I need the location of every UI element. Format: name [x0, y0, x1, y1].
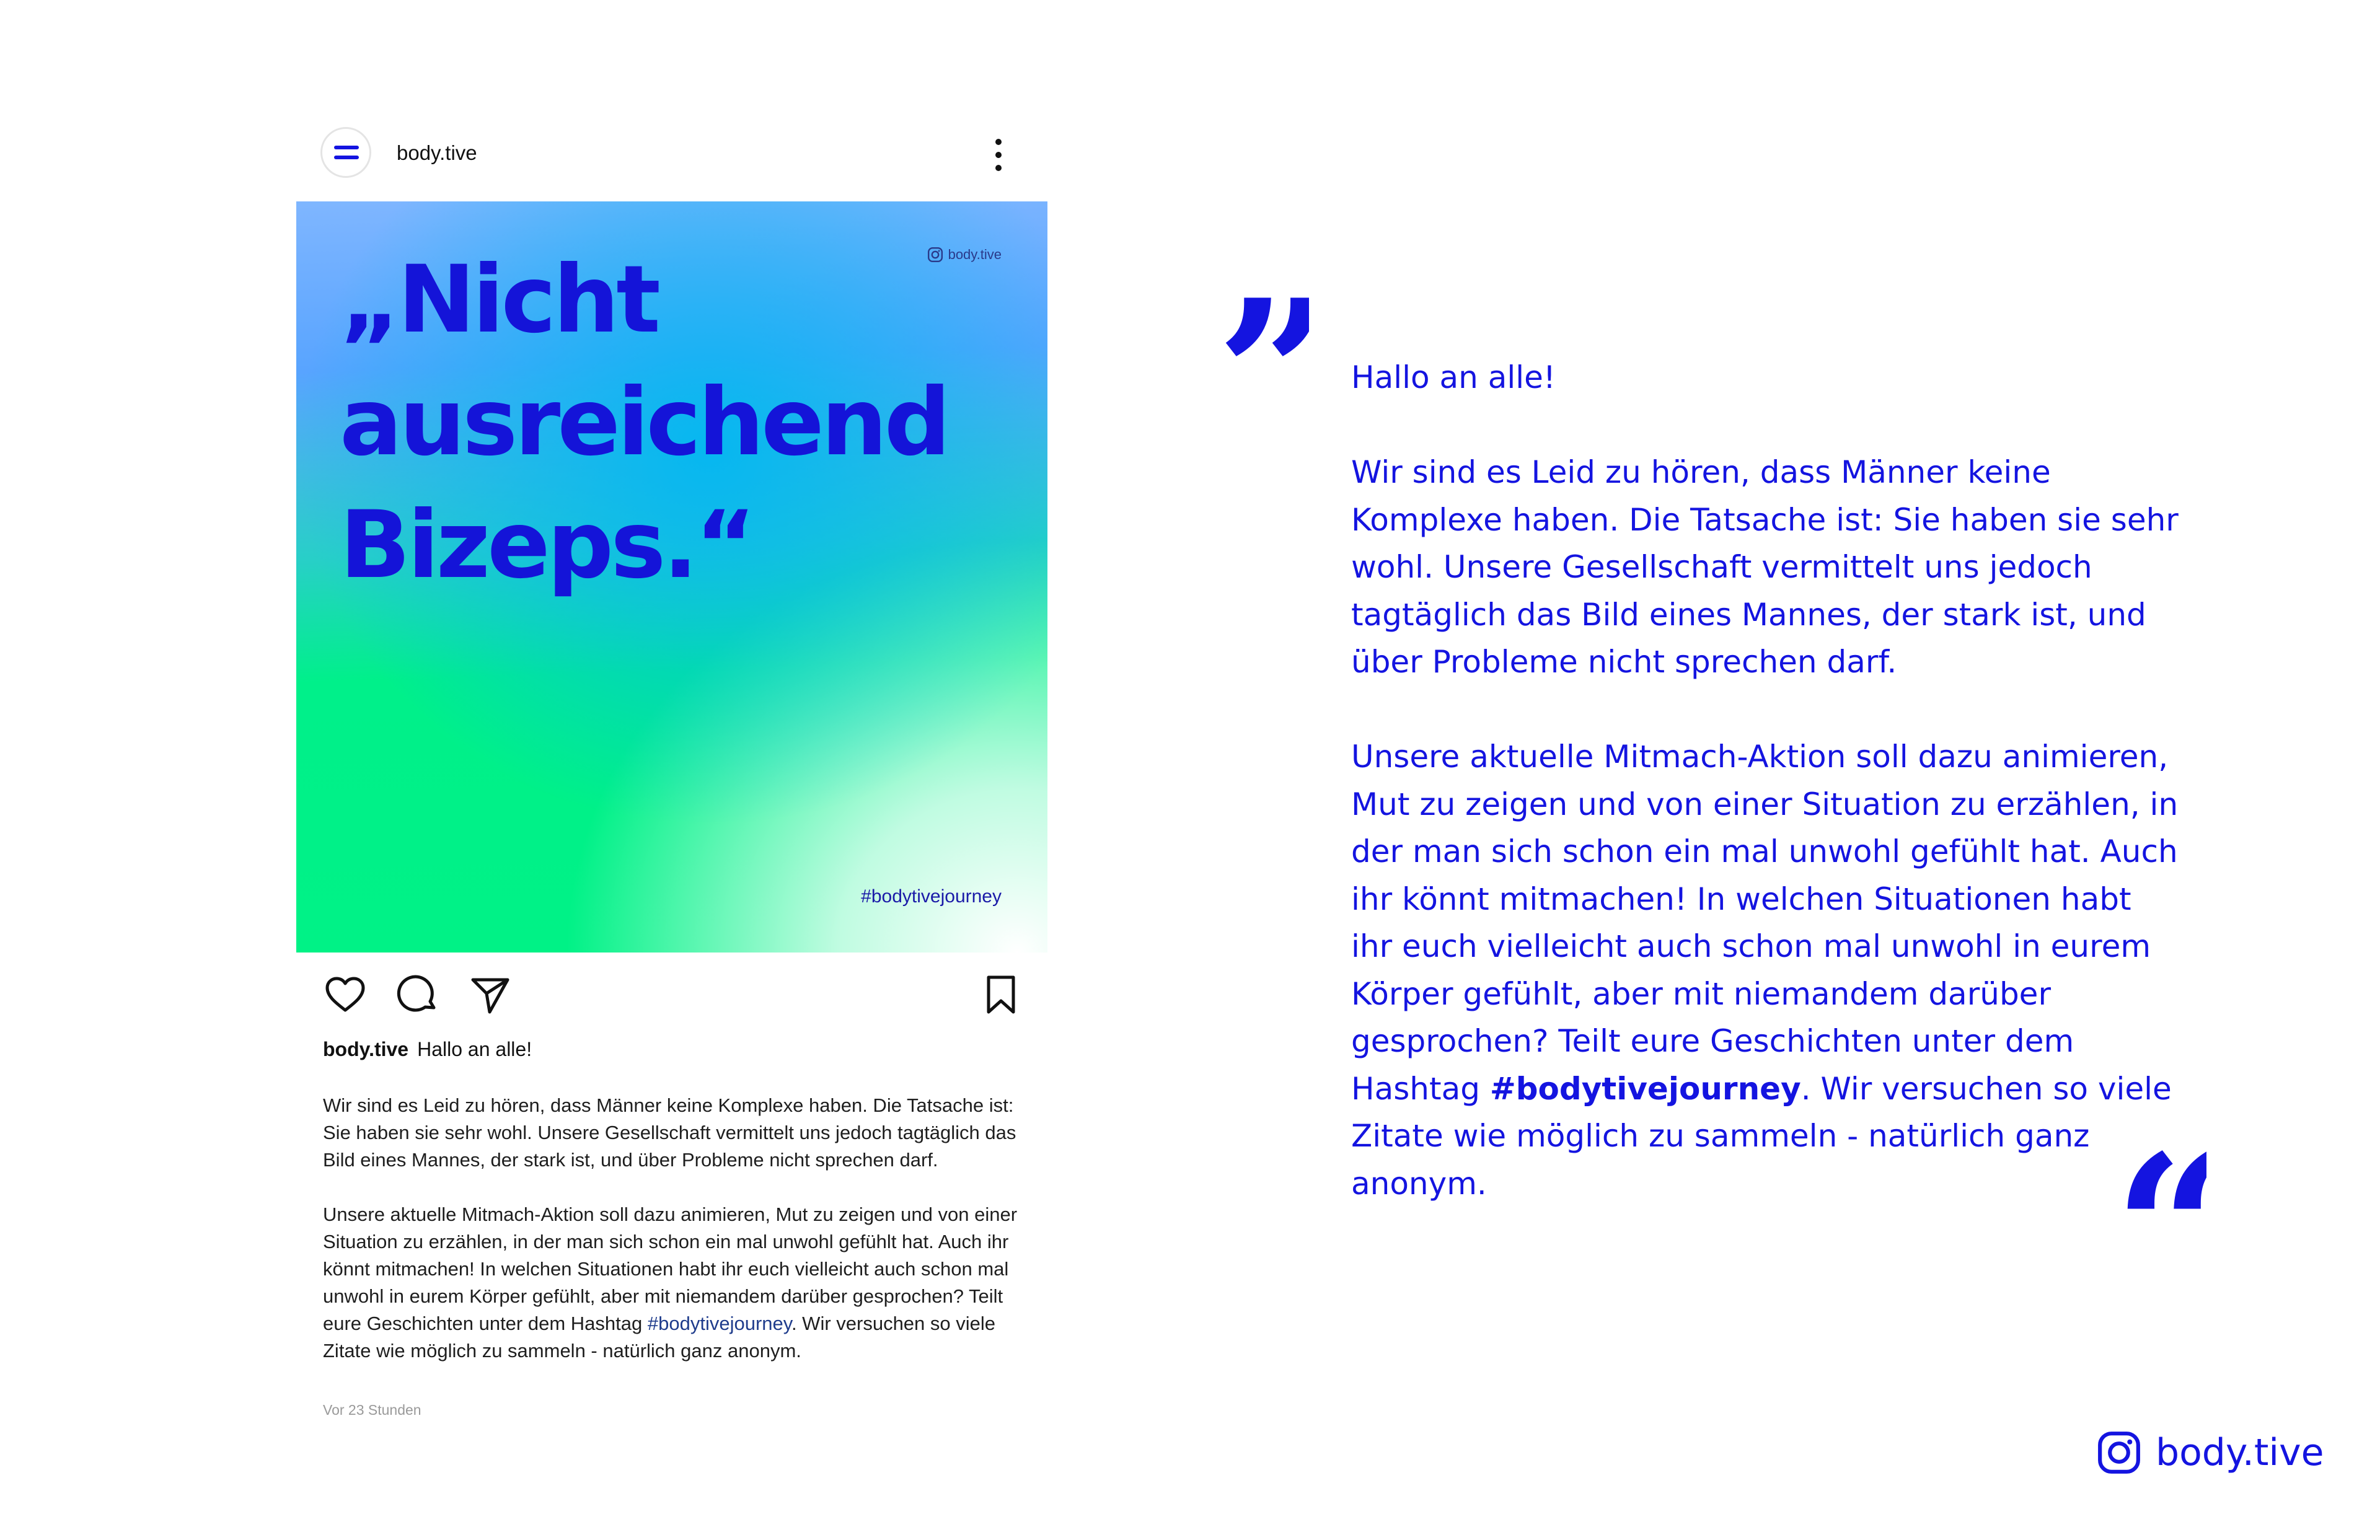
caption-hashtag-link[interactable]: #bodytivejourney: [647, 1313, 791, 1334]
caption-paragraph: [323, 1201, 1036, 1365]
share-icon[interactable]: [469, 973, 512, 1016]
caption-text: . Wir versuchen so viele Zitate wie möglich zu sammeln - natürlich ganz anonym.: [323, 1313, 996, 1362]
statement-text-run: . Wir versuchen so viele Zitate wie möglich zu sammeln - natürlich ganz anonym.: [1351, 1070, 2172, 1202]
bookmark-icon[interactable]: [979, 973, 1023, 1016]
statement-text: [1351, 354, 2182, 1207]
caption-header: [323, 1038, 532, 1061]
more-options-icon[interactable]: [989, 138, 1007, 172]
post-image-quote: [340, 239, 948, 607]
caption-paragraph: Wir sind es Leid zu hören, dass Männer keine Komplexe haben. Die Tatsache ist: Sie haben sie sehr wohl. Unsere Gesellschaft vermittelt uns jedoch tagtäglich das Bild eines Mannes, der stark ist, und über Probleme nicht sprechen darf.: [323, 1094, 1016, 1171]
quote-line: „Nicht: [340, 246, 658, 354]
menu-icon-line: [334, 156, 359, 159]
post-timestamp: Vor 23 Stunden: [323, 1402, 421, 1418]
brand-handle: [2096, 1430, 2324, 1476]
heart-icon[interactable]: [324, 973, 367, 1016]
statement-paragraph: [1351, 733, 2182, 1207]
menu-icon-line: [334, 146, 359, 149]
instagram-icon: [927, 247, 943, 263]
image-watermark: [927, 247, 1002, 263]
image-handle: body.tive: [948, 247, 1002, 262]
post-image[interactable]: [296, 201, 1047, 953]
open-quote-mark: ”: [1216, 273, 1309, 397]
caption-username[interactable]: body.tive: [323, 1038, 409, 1060]
caption-text: Unsere aktuelle Mitmach-Aktion soll dazu animieren, Mut zu zeigen und von einer Situation zu erzählen, in der man sich schon ein mal unwohl gefühlt hat. Auch ihr könnt mitmachen! In welchen Situationen habt ihr euch vielleicht auch schon mal unwohl in eurem Körper gefühlt, aber mit niemandem darüber gesprochen? Teilt eure Geschichten unter dem Hashtag: [323, 1203, 1018, 1334]
comment-icon[interactable]: [397, 973, 440, 1016]
quote-line: Bizeps.“: [340, 491, 754, 599]
post-username[interactable]: body.tive: [397, 141, 477, 164]
caption-greeting: Hallo an alle!: [417, 1038, 532, 1060]
instagram-icon: [2096, 1430, 2142, 1476]
quote-line: ausreichend: [340, 369, 948, 477]
statement-greeting: Hallo an alle!: [1351, 359, 1556, 395]
close-quote-mark: “: [2113, 1128, 2206, 1252]
caption-body: [323, 1092, 1036, 1365]
statement-paragraph: Wir sind es Leid zu hören, dass Männer keine Komplexe haben. Die Tatsache ist: Sie haben sie sehr wohl. Unsere Gesellschaft vermittelt uns jedoch tagtäglich das Bild eines Mannes, der stark ist, und über Probleme nicht sprechen darf.: [1351, 454, 2179, 680]
image-hashtag: #bodytivejourney: [861, 886, 1002, 907]
statement-hashtag: #bodytivejourney: [1489, 1070, 1801, 1107]
avatar[interactable]: [320, 127, 371, 178]
brand-handle-text: body.tive: [2156, 1431, 2324, 1474]
statement-text-run: Unsere aktuelle Mitmach-Aktion soll dazu animieren, Mut zu zeigen und von einer Situation zu erzählen, in der man sich schon ein mal unwohl gefühlt hat. Auch ihr könnt mitmachen! In welchen Situationen habt ihr euch vielleicht auch schon mal unwohl in eurem Körper gefühlt, aber mit niemandem darüber gesprochen? Teilt eure Geschichten unter dem Hashtag: [1351, 739, 2179, 1107]
